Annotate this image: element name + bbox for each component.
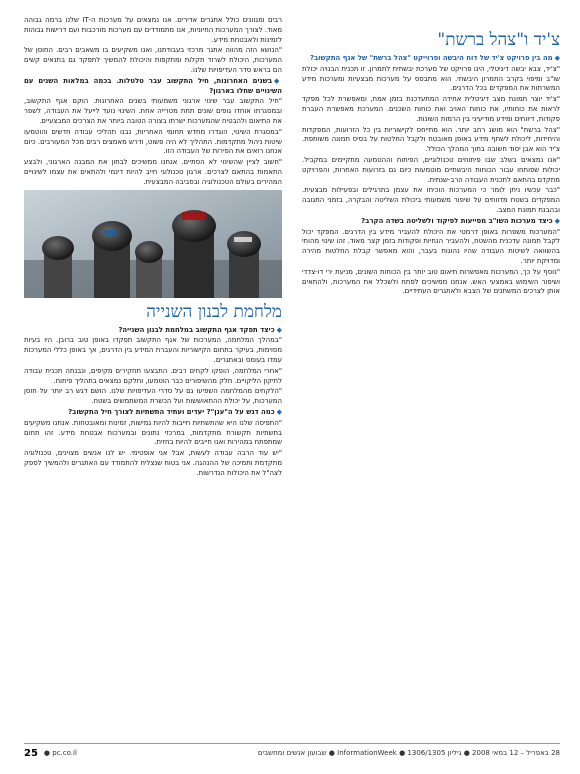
section-heading-lebanon: מלחמת לבנון השנייה xyxy=(146,301,282,322)
section-heading-chid: צ'יד ו"צהל ברשת" xyxy=(437,30,560,50)
footer-issue: גיליון 1306/1305 xyxy=(407,749,462,757)
paragraph: "יש עוד הרבה עבודה לעשות, אבל אני אופטימי. יש לנו אנשים מצוינים, טכנולוגיה מתקדמת ותמיכה של ההנהגה. אני בטוח שנצליח להתמודד עם האתגרים ולהמשיך לספק לצה"ל את היכולות הנדרשות. xyxy=(24,449,282,477)
question: ◆כמה דגש על ה"ענן"? יעדים ועתיד התשתיות לצורך חיל התקשוב? xyxy=(68,407,282,416)
paragraph: "חיל התקשוב עבר שינוי ארגוני משמעותי בשנים האחרונות. הוקם אגף התקשוב, ובמסגרתו אוחדו גופים שונים תחת מטרייה אחת. השינוי נועד לייעל את העבודה, לשפר את התיאום ולהבטיח שהמערכות ישרתו בצורה הטובה ביותר את הצרכים המבצעיים. xyxy=(24,97,282,125)
paragraph: "צ'יד, צבא יבשה דיגיטלי, הינו פרויקט של מערכת יבשתית לתמרון. זו תכנית הבנויה יכולת שו"ב ומיפוי בקרב התמרון היבשתי. הוא מתבסס על מערכות מבצעיות ומערכות מידע המשרתות את המפקדים בכל הדרגים. xyxy=(302,64,560,93)
footer-publication: InformationWeek xyxy=(337,749,397,757)
paragraph: רבים ומגוונים כולל אתגרים אדירים. אנו נמצאים על מערכות ה-IT שלנו ברמה גבוהה מאוד. לצורך המערכות החיוניות, אנו מתמודדים עם מערכות מורכבות ועם דרישות גבוהות לזמינות ולאבטחת מידע. xyxy=(24,16,282,44)
page-footer xyxy=(24,746,560,760)
question: ◆כיצד תפקד אגף התקשוב במלחמת לבנון השנייה? xyxy=(118,325,282,334)
paragraph: "אחרי המלחמה, הופקו לקחים רבים. התבצעו תחקירים מקיפים, ונבנתה תכנית עבודה לתיקון הליקויים. חלק מהשיפורים כבר הוטמעו, וחלקם נמצאים בתהליך פיתוח. xyxy=(24,366,282,385)
paragraph: "הנושא הזה מהווה אתגר מרכזי בעבודתנו, ואנו משקיעים בו משאבים רבים. החוסן של המערכות, היכולת לשרוד תקלות ומתקפות והיכולת להמשיך לתפקד גם בתנאים קשים הם בראש סדר העדיפויות שלנו. xyxy=(24,46,282,74)
paragraph: "צהל ברשת" הוא מושג רחב יותר. הוא מתייחס לקישוריות בין כל הזרועות, המפקדות והיחידות, ליכולת לשתף מידע באופן מאובטח ולקבל החלטות על בסיס תמונה משותפת. צ'יד הוא אבן יסוד חשובה בתוך המהלך הכולל. xyxy=(302,125,560,154)
page-number: 25 xyxy=(24,747,38,759)
question: ◆בשנים האחרונות, חיל התקשוב עבר טלטלות. בכמה במלאות השנים עם השינויים שחלו בארגון? xyxy=(24,76,282,95)
footer-dot-icon: ● xyxy=(461,749,470,757)
footer-right xyxy=(258,749,560,757)
bullet-icon: ◆ xyxy=(274,76,282,85)
footer-dot-icon: ● xyxy=(396,749,406,757)
article-page xyxy=(24,16,560,744)
microphones-illustration xyxy=(24,190,282,298)
paragraph: "המערכות משפרות באופן דרמטי את היכולת להעביר מידע בין הדרגים. המפקד יכול לקבל תמונה עדכנית מהשטח, ולהעביר הנחיות ופקודות בזמן קצר מאוד. זהו שינוי מהותי בהשוואה לשיטות העבודה שהיו נהוגות בעבר, והוא מאפשר קבלת החלטות מהירה ומדויקת יותר. xyxy=(302,227,560,265)
microphones-photo xyxy=(24,190,282,298)
right-column xyxy=(302,16,560,744)
left-column xyxy=(24,16,282,744)
paragraph: "אנו נמצאים בשלב שבו פיתוחים טכנולוגיים, הפיתוח וההטמעה מתקיימים במקביל. יכולות שפותחו עבור הכוחות היבשתיים מוטמעות כיום גם בזרועות האחרות, והפרויקט מתקדם בהתאם לתכנית העבודה הרב-שנתית. xyxy=(302,155,560,184)
paragraph: "במסגרת השינוי, הוגדרו מחדש תחומי האחריות, נבנו תהליכי עבודה חדשים והוטמעו שיטות ניהול מתקדמות. התהליך לא היה פשוט, ודרש מאמצים רבים מכל המעורבים. כיום אנחנו רואים את הפירות של העבודה הזו. xyxy=(24,127,282,156)
paragraph: "התפיסה שלנו היא שהתשתיות חייבות להיות גמישות, זמינות ומאובטחות. אנחנו משקיעים בתשתיות תקשורת מתקדמות, במרכזי נתונים ובמערכות אבטחת מידע. זהו תחום שמתפתח במהירות ואנו חייבים להיות בחזית. xyxy=(24,418,282,447)
bullet-icon: ◆ xyxy=(276,407,282,416)
footer-divider xyxy=(24,743,560,744)
paragraph: "כבר עכשיו ניתן לומר כי המערכות הוכיחו את עצמן בתרגילים ובפעילות מבצעית. המפקדים בשטח מדווחים על שיפור משמעותי ביכולת השליטה והבקרה, בזמני התגובה ובהבנת תמונת המצב. xyxy=(302,186,560,214)
bullet-icon: ◆ xyxy=(554,216,560,225)
footer-website: pc.co.il xyxy=(52,749,77,757)
lead-question: ◆מה בין פרויקט צ'יד של דוח היבשה ופרוייקט "צהל ברשת" של אגף התקשוב? xyxy=(309,54,560,62)
paragraph: "חשוב לציין שהשינוי לא הסתיים. אנחנו ממשיכים לבחון את המבנה הארגוני, ולבצע התאמות בהתאם לצרכים. ארגון טכנולוגי חייב להיות דינמי ולהתאים את עצמו לשינויים המהירים בעולם הטכנולוגיה ובסביבה המבצעית. xyxy=(24,158,282,186)
footer-left xyxy=(24,748,77,759)
question: ◆כיצד מערכות השו"ב מסייעות לפיקוד ולשליטה בשדה הקרב? xyxy=(361,216,560,225)
footer-dot-icon: ● xyxy=(326,749,335,757)
bullet-icon: ◆ xyxy=(554,54,560,62)
paragraph: "נוסף על כך, המערכות מאפשרות תיאום טוב יותר בין הכוחות השונים, מניעת ירי דו-צדדי ושיפור השימוש באמצעי האש. אנחנו ממשיכים לפתח ולשכלל את המערכות, ולהתאים אותן לצרכים המשתנים של הצבא ולאתגרים העתידיים. xyxy=(302,267,560,296)
paragraph: "במהלך המלחמה, המערכות של אגף התקשוב תפקדו באופן טוב ברובן. היו בעיות מסוימות, בעיקר בתחום הקישוריות והעברת המידע בין הדרגים, אך באופן כללי המערכות עמדו בעומס ובאתגרים. xyxy=(24,336,282,364)
bullet-icon: ◆ xyxy=(276,325,282,334)
website-icon: ● xyxy=(43,749,53,757)
paragraph: "צ'יד יוצר תמונת מצב דיגיטלית אחידה המתעדכנת בזמן אמת, ומאפשרת לכל מפקד לראות את כוחותיו, את כוחות האויב ואת כוחות השכנים. המערכת מאפשרת העברת פקודות, דיווחים ומידע מודיעיני בין הרמות השונות. xyxy=(302,95,560,123)
paragraph: "הלקחים מהמלחמה השפיעו גם על סדרי העדיפויות שלנו. הושם דגש רב יותר על חוסן המערכות, על יכולת ההתאוששות ועל הכשרת המשתמשים בשטח. xyxy=(24,387,282,406)
footer-subtitle: שבועון אנשים ומחשבים xyxy=(257,749,327,757)
footer-date: 28 באפריל – 12 במאי 2008 xyxy=(472,749,560,757)
